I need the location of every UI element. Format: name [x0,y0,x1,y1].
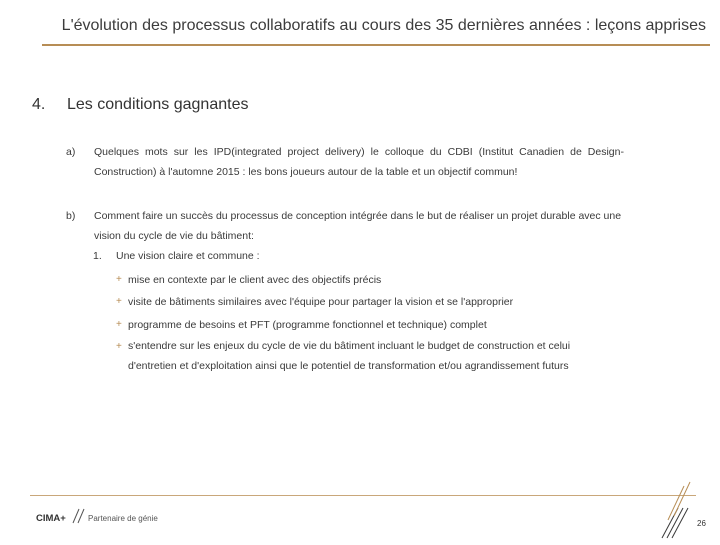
company-tagline: Partenaire de génie [88,514,158,523]
bullet-item: mise en contexte par le client avec des objectifs précis [128,274,382,286]
header-divider [42,44,710,46]
item-text-b: Comment faire un succès du processus de conception intégrée dans le but de réaliser un projet durable avec une vision du cycle de vie du bâtiment: [94,210,622,242]
bullet-marker: + [116,296,122,307]
footer-divider [30,495,696,496]
bullet-item: visite de bâtiments similaires avec l'équipe pour partager la vision et se l'approprier [128,296,514,308]
bullet-item: s'entendre sur les enjeux du cycle de vie du bâtiment incluant le budget de construction et celui d'entretien et d'exploitation ainsi que le potentiel de transformation et/ou agrandissement futurs [128,340,571,372]
decorative-slashes-icon [648,480,696,545]
sublist-number: 1. [93,250,102,262]
page-number: 26 [697,519,706,528]
section-title: Les conditions gagnantes [67,96,249,113]
item-text-a: Quelques mots sur les IPD(integrated project delivery) le colloque du CDBI (Institut Canadien de Design-Construction) à l'automne 2015 : les bons joueurs autour de la table et un objectif commun! [94,146,624,178]
company-logo: CIMA+ [36,513,66,524]
item-marker-a: a) [66,146,76,158]
item-marker-b: b) [66,210,76,222]
bullet-marker: + [116,341,122,352]
bullet-marker: + [116,319,122,330]
bullet-item: programme de besoins et PFT (programme fonctionnel et technique) complet [128,319,487,331]
section-number: 4. [32,96,46,113]
bullet-marker: + [116,274,122,285]
sublist-title: Une vision claire et commune : [116,250,260,262]
slash-mark-icon [72,508,86,529]
slide-title: L'évolution des processus collaboratifs au cours des 35 dernières années : leçons apprises [61,17,706,34]
